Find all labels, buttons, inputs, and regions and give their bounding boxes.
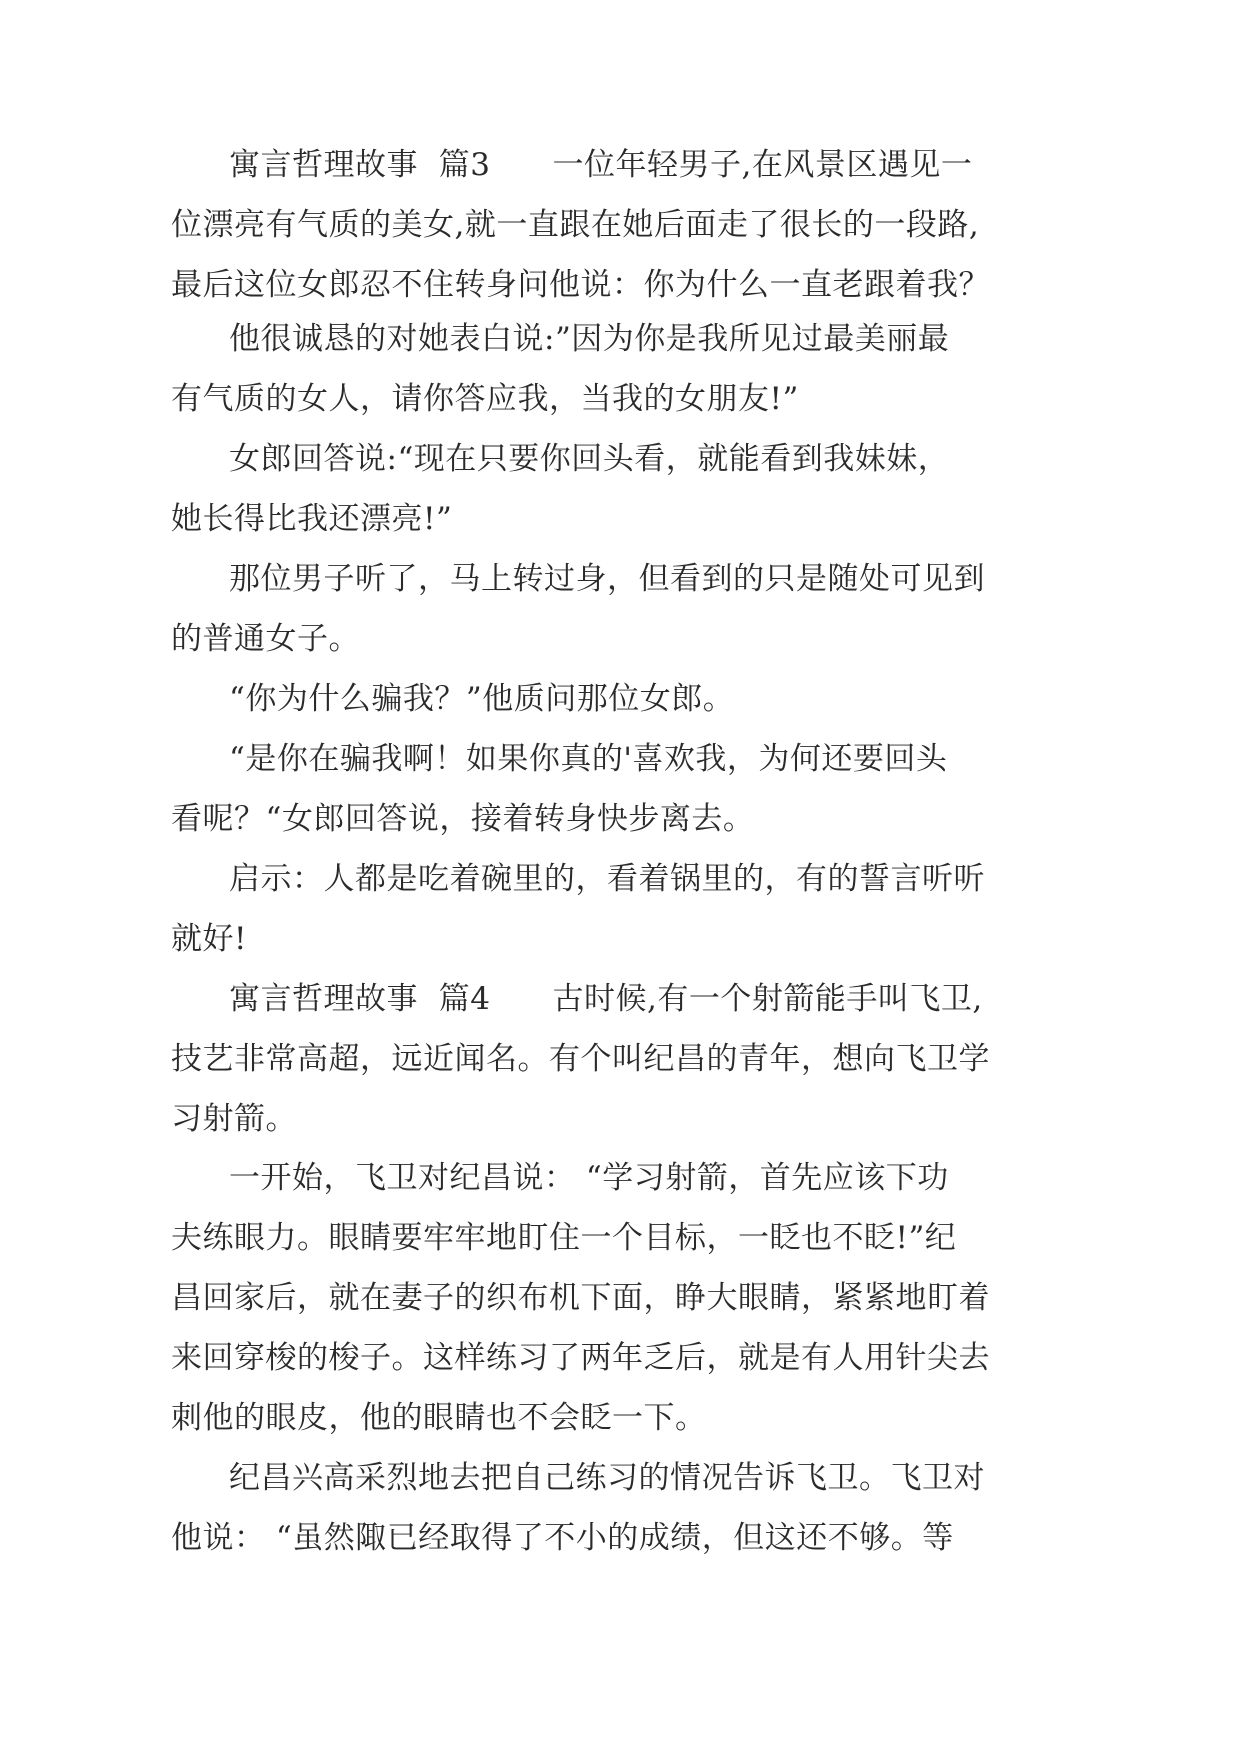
text-line: 女郎回答说:“现在只要你回头看，就能看到我妹妹， xyxy=(229,441,950,477)
text-line: 启示：人都是吃着碗里的，看着锅里的，有的誓言听听 xyxy=(229,861,985,897)
text-line: 他很诚恳的对她表白说:”因为你是我所见过最美丽最 xyxy=(229,321,950,357)
text-line: 寓言哲理故事 篇3 一位年轻男子,在风景区遇见一 xyxy=(229,147,973,183)
text-line: 习射箭。 xyxy=(171,1101,297,1137)
text-line: 最后这位女郎忍不住转身问他说：你为什么一直老跟着我？ xyxy=(171,267,990,303)
text-line: 寓言哲理故事 篇4 古时候,有一个射箭能手叫飞卫, xyxy=(229,981,983,1017)
text-line: “你为什么骗我？”他质问那位女郎。 xyxy=(229,681,735,717)
text-line: 的普通女子。 xyxy=(171,621,360,657)
text-line: 她长得比我还漂亮!” xyxy=(171,501,453,537)
text-line: “是你在骗我啊！如果你真的'喜欢我，为何还要回头 xyxy=(229,741,948,777)
text-line: 昌回家后，就在妻子的织布机下面，睁大眼睛，紧紧地盯着 xyxy=(171,1280,990,1316)
text-line: 技艺非常高超，远近闻名。有个叫纪昌的青年，想向飞卫学 xyxy=(171,1041,990,1077)
text-line: 那位男子听了，马上转过身，但看到的只是随处可见到 xyxy=(229,561,985,597)
text-line: 一开始，飞卫对纪昌说： “学习射箭，首先应该下功 xyxy=(229,1160,949,1196)
text-line: 位漂亮有气质的美女,就一直跟在她后面走了很长的一段路, xyxy=(171,207,980,243)
text-line: 看呢？“女郎回答说，接着转身快步离去。 xyxy=(171,801,755,837)
text-line: 来回穿梭的梭子。这样练习了两年乏后，就是有人用针尖去 xyxy=(171,1340,990,1376)
text-line: 夫练眼力。眼睛要牢牢地盯住一个目标，一眨也不眨!”纪 xyxy=(171,1220,957,1256)
text-line: 刺他的眼皮，他的眼睛也不会眨一下。 xyxy=(171,1400,707,1436)
text-line: 纪昌兴高采烈地去把自己练习的情况告诉飞卫。飞卫对 xyxy=(229,1460,985,1496)
text-line: 他说： “虽然陬已经取得了不小的成绩，但这还不够。等 xyxy=(171,1520,954,1556)
text-line: 有气质的女人，请你答应我，当我的女朋友!” xyxy=(171,381,799,417)
text-line: 就好! xyxy=(171,921,247,957)
